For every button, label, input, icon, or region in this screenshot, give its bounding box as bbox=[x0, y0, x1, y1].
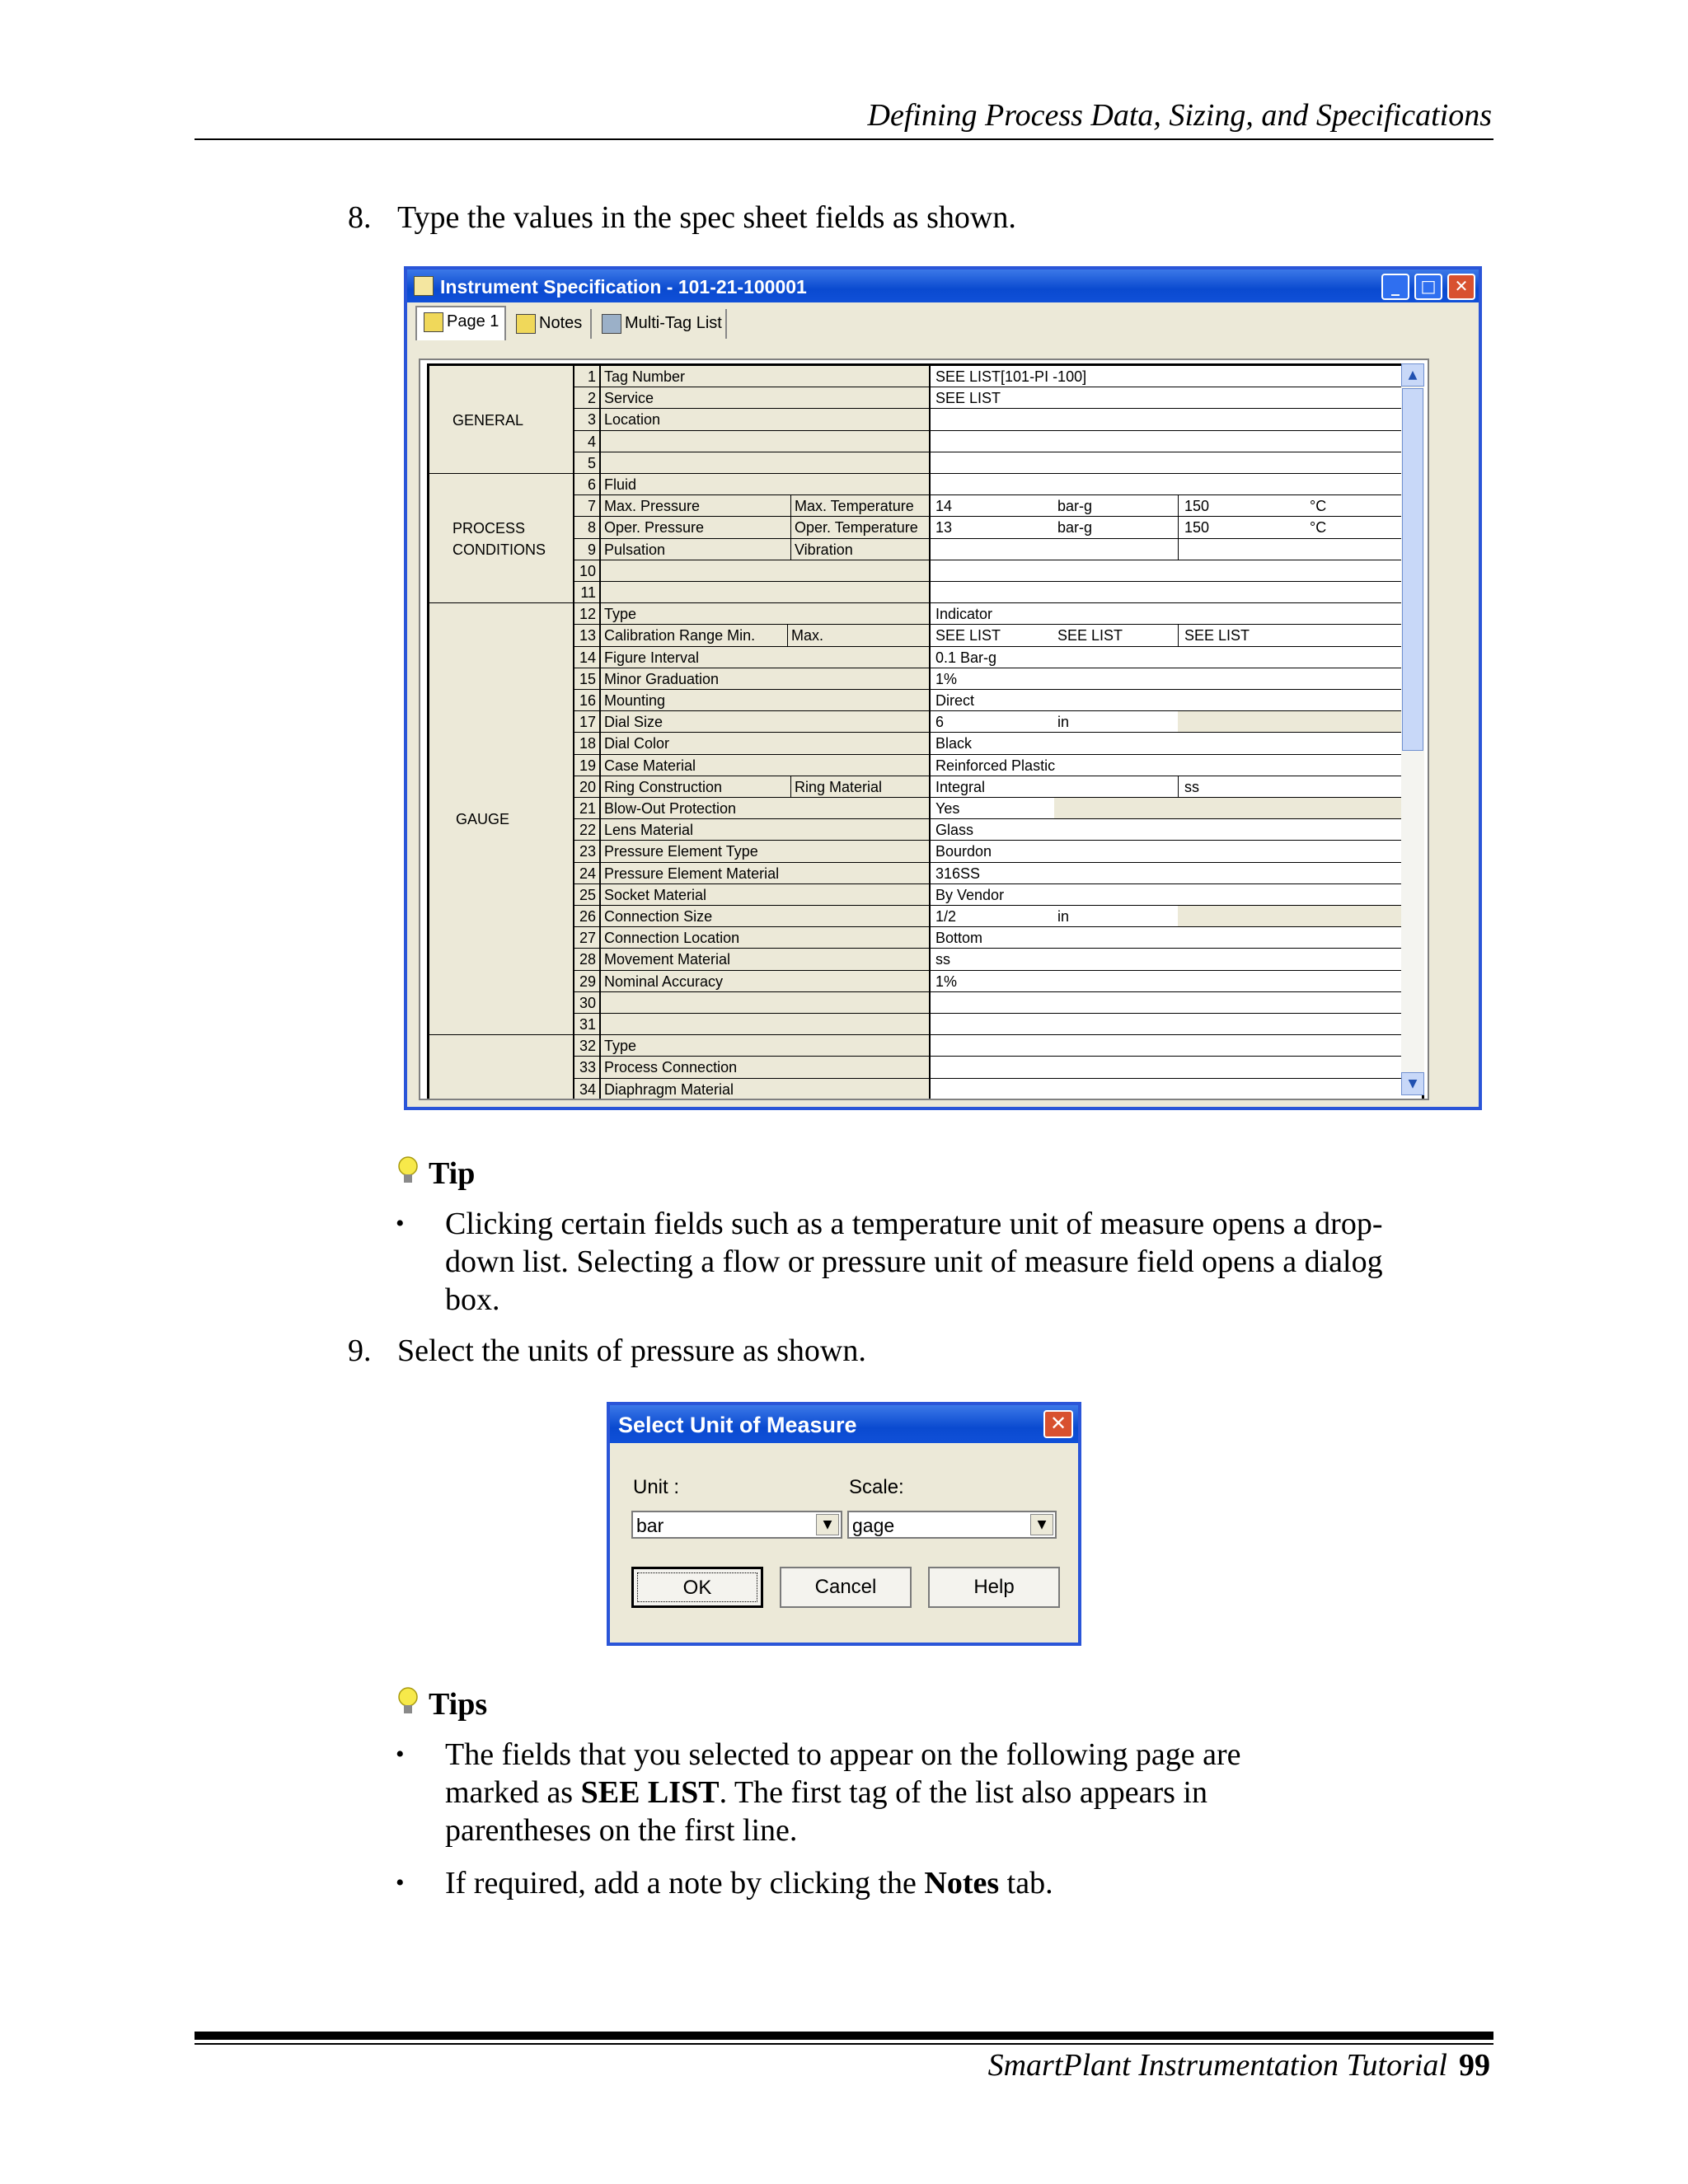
value-field[interactable] bbox=[931, 776, 1422, 797]
spec-sheet-grid bbox=[427, 363, 1424, 1100]
spec-row bbox=[574, 452, 1422, 474]
value-text: °C bbox=[1310, 498, 1327, 515]
spec-row bbox=[574, 927, 1422, 949]
row-label-text: Service bbox=[604, 390, 654, 407]
value-field[interactable] bbox=[931, 474, 1422, 494]
spec-row bbox=[574, 690, 1422, 711]
row-number: 3 bbox=[574, 409, 601, 429]
spec-row bbox=[574, 495, 1422, 517]
spec-row bbox=[574, 819, 1422, 841]
row-label-text: Connection Location bbox=[604, 930, 740, 947]
row-label bbox=[601, 819, 931, 840]
value-field[interactable] bbox=[931, 711, 1422, 732]
tab-multi-tag-list[interactable] bbox=[595, 309, 727, 339]
value-text: 1% bbox=[935, 972, 958, 990]
value-field[interactable] bbox=[931, 841, 1422, 861]
row-number: 6 bbox=[574, 474, 601, 494]
section-label: GAUGE bbox=[456, 811, 510, 828]
value-field[interactable] bbox=[931, 582, 1422, 602]
spec-row bbox=[574, 625, 1422, 646]
close-button[interactable]: ✕ bbox=[1447, 274, 1475, 300]
row-number: 23 bbox=[574, 841, 601, 861]
spec-row bbox=[574, 560, 1422, 582]
row-number: 15 bbox=[574, 668, 601, 689]
value-field[interactable] bbox=[931, 755, 1422, 776]
value-text: in bbox=[1057, 908, 1070, 925]
text-part: If required, add a note by clicking the bbox=[445, 1866, 925, 1900]
spec-row bbox=[574, 992, 1422, 1014]
text-part: tab. bbox=[999, 1866, 1053, 1900]
value-field[interactable] bbox=[931, 495, 1422, 516]
row-label bbox=[601, 647, 931, 668]
spec-row bbox=[574, 863, 1422, 884]
value-text: Glass bbox=[935, 822, 974, 839]
row-label-secondary: Max. Temperature bbox=[790, 495, 914, 516]
row-number: 12 bbox=[574, 603, 601, 624]
row-label bbox=[601, 906, 931, 926]
row-label-text: Movement Material bbox=[604, 951, 731, 968]
row-label bbox=[601, 1079, 931, 1099]
value-field[interactable] bbox=[931, 1079, 1422, 1099]
row-label-text: Pressure Element Material bbox=[604, 865, 780, 882]
cell-divider bbox=[1178, 776, 1179, 797]
scroll-thumb[interactable] bbox=[1402, 388, 1423, 751]
row-number: 2 bbox=[574, 387, 601, 408]
row-number: 22 bbox=[574, 819, 601, 840]
row-label bbox=[601, 690, 931, 710]
dropdown-arrow-icon[interactable]: ▼ bbox=[1030, 1514, 1053, 1535]
row-label-text: Diaphragm Material bbox=[604, 1080, 734, 1098]
row-label bbox=[601, 927, 931, 948]
value-text: 14 bbox=[935, 498, 953, 515]
page-footer bbox=[988, 2047, 1490, 2083]
value-text: bar-g bbox=[1057, 519, 1093, 537]
spec-row bbox=[574, 387, 1422, 409]
tab-notes[interactable] bbox=[509, 309, 592, 339]
value-field[interactable] bbox=[931, 625, 1422, 645]
value-field[interactable] bbox=[931, 668, 1422, 689]
value-text: By Vendor bbox=[935, 886, 1005, 903]
unit-label: Unit : bbox=[633, 1476, 680, 1498]
value-text: 150 bbox=[1184, 519, 1210, 537]
row-label bbox=[601, 517, 931, 537]
tab-page-1[interactable] bbox=[415, 306, 506, 340]
window-titlebar[interactable] bbox=[407, 269, 1479, 302]
value-text: in bbox=[1057, 714, 1070, 731]
lightbulb-icon bbox=[396, 1155, 420, 1188]
unit-select[interactable] bbox=[631, 1511, 842, 1539]
value-field[interactable] bbox=[931, 863, 1422, 883]
row-number: 16 bbox=[574, 690, 601, 710]
row-label-text: Dial Color bbox=[604, 735, 670, 752]
value-field[interactable] bbox=[931, 517, 1422, 537]
row-label bbox=[601, 560, 931, 581]
select-unit-dialog bbox=[607, 1402, 1081, 1646]
row-number: 7 bbox=[574, 495, 601, 516]
value-field[interactable] bbox=[931, 603, 1422, 624]
footer-title: SmartPlant Instrumentation Tutorial bbox=[987, 2048, 1447, 2083]
row-label bbox=[601, 776, 931, 797]
value-text: 1% bbox=[935, 670, 958, 687]
row-number: 13 bbox=[574, 625, 601, 645]
spec-row bbox=[574, 1079, 1422, 1100]
window-title: Instrument Specification - 101-21-100001 bbox=[440, 276, 807, 298]
tips-text-2 bbox=[445, 1864, 1393, 1902]
value-field[interactable] bbox=[931, 647, 1422, 668]
value-text: 150 bbox=[1184, 498, 1210, 515]
row-label bbox=[601, 387, 931, 408]
row-label-text: Mounting bbox=[604, 692, 666, 709]
page-number: 99 bbox=[1459, 2048, 1490, 2083]
step-number: 8. bbox=[348, 200, 372, 235]
dropdown-arrow-icon[interactable]: ▼ bbox=[816, 1514, 839, 1535]
value-text: SEE LIST bbox=[935, 390, 1001, 407]
spec-sheet-icon bbox=[414, 276, 434, 296]
value-text: Direct bbox=[935, 692, 975, 709]
row-label-text: Minor Graduation bbox=[604, 670, 720, 687]
scale-label: Scale: bbox=[849, 1476, 904, 1498]
row-number: 26 bbox=[574, 906, 601, 926]
row-label bbox=[601, 755, 931, 776]
value-text: Indicator bbox=[935, 606, 993, 623]
row-label bbox=[601, 603, 931, 624]
scale-select[interactable] bbox=[847, 1511, 1057, 1539]
row-label-text: Type bbox=[604, 606, 637, 623]
vertical-scrollbar[interactable] bbox=[1401, 363, 1424, 1095]
section-label: PROCESS CONDITIONS bbox=[452, 519, 546, 558]
cell-divider bbox=[1178, 625, 1179, 645]
cell-divider bbox=[1178, 539, 1179, 560]
value-field[interactable] bbox=[931, 539, 1422, 560]
row-number: 24 bbox=[574, 863, 601, 883]
tips-text-1 bbox=[445, 1736, 1335, 1849]
cancel-button[interactable]: Cancel bbox=[780, 1567, 912, 1608]
value-field[interactable] bbox=[931, 1035, 1422, 1056]
instrument-specification-window bbox=[404, 266, 1482, 1110]
value-text: 6 bbox=[935, 714, 945, 731]
row-number: 9 bbox=[574, 539, 601, 560]
value-text: 0.1 Bar-g bbox=[935, 649, 997, 666]
bullet-icon: • bbox=[396, 1869, 405, 1896]
tips-heading: Tips bbox=[429, 1687, 488, 1722]
row-number: 33 bbox=[574, 1057, 601, 1077]
spec-row bbox=[574, 517, 1422, 538]
row-label bbox=[601, 711, 931, 732]
page-header-title: Defining Process Data, Sizing, and Specifications bbox=[867, 98, 1492, 133]
value-field[interactable] bbox=[931, 409, 1422, 429]
value-field[interactable] bbox=[931, 690, 1422, 710]
row-label bbox=[601, 474, 931, 494]
row-label-text: Tag Number bbox=[604, 368, 686, 385]
bullet-icon: • bbox=[396, 1210, 405, 1237]
lightbulb-icon bbox=[396, 1686, 420, 1719]
spec-row bbox=[574, 755, 1422, 776]
disabled-cell bbox=[1178, 711, 1422, 732]
spec-row bbox=[574, 733, 1422, 754]
value-text: Black bbox=[935, 735, 973, 752]
spec-row bbox=[574, 539, 1422, 560]
row-label bbox=[601, 431, 931, 452]
spec-row bbox=[574, 582, 1422, 603]
minimize-button[interactable]: _ bbox=[1381, 274, 1409, 300]
text-part: The fields that you selected to appear on the following page are marked as bbox=[445, 1737, 1241, 1810]
value-text: Integral bbox=[935, 778, 986, 795]
value-field[interactable] bbox=[931, 992, 1422, 1013]
row-number: 1 bbox=[574, 366, 601, 387]
row-label bbox=[601, 1057, 931, 1077]
row-label-text: Nominal Accuracy bbox=[604, 972, 724, 990]
disabled-cell bbox=[1178, 906, 1422, 926]
spec-row bbox=[574, 949, 1422, 970]
row-label-text: Socket Material bbox=[604, 886, 707, 903]
step-text: Type the values in the spec sheet fields as shown. bbox=[397, 200, 1016, 235]
section-4 bbox=[429, 1035, 574, 1100]
row-number: 10 bbox=[574, 560, 601, 581]
row-label bbox=[601, 798, 931, 818]
spec-row bbox=[574, 1014, 1422, 1035]
row-number: 32 bbox=[574, 1035, 601, 1056]
spec-row bbox=[574, 776, 1422, 798]
row-label bbox=[601, 949, 931, 969]
tab-label: Page 1 bbox=[447, 312, 499, 330]
spec-row bbox=[574, 1057, 1422, 1078]
row-label bbox=[601, 452, 931, 473]
row-label-text: Lens Material bbox=[604, 822, 694, 839]
row-number: 4 bbox=[574, 431, 601, 452]
value-field[interactable] bbox=[931, 949, 1422, 969]
dialog-titlebar[interactable] bbox=[610, 1405, 1078, 1443]
see-list-bold: SEE LIST bbox=[580, 1775, 720, 1810]
row-number: 31 bbox=[574, 1014, 601, 1034]
value-text: ss bbox=[935, 951, 950, 968]
scroll-down-icon[interactable]: ▼ bbox=[1401, 1072, 1424, 1095]
row-label bbox=[601, 409, 931, 429]
row-label-text: Pressure Element Type bbox=[604, 843, 758, 860]
section-label: GENERAL bbox=[452, 411, 524, 429]
row-number: 25 bbox=[574, 884, 601, 905]
row-label-text: Type bbox=[604, 1038, 637, 1055]
value-text: SEE LIST bbox=[1057, 627, 1123, 644]
row-label-text: Blow-Out Protection bbox=[604, 800, 737, 817]
row-label bbox=[601, 841, 931, 861]
row-number: 19 bbox=[574, 755, 601, 776]
row-label-text: Pulsation bbox=[604, 541, 666, 558]
close-icon[interactable]: ✕ bbox=[1043, 1410, 1073, 1438]
value-text: SEE LIST bbox=[935, 627, 1001, 644]
spec-row bbox=[574, 1035, 1422, 1057]
value-field[interactable] bbox=[931, 387, 1422, 408]
spec-row bbox=[574, 603, 1422, 625]
value-text: °C bbox=[1310, 519, 1327, 537]
tab-label: Multi-Tag List bbox=[625, 314, 722, 332]
value-field[interactable] bbox=[931, 431, 1422, 452]
spec-row bbox=[574, 906, 1422, 927]
row-number: 30 bbox=[574, 992, 601, 1013]
row-number: 28 bbox=[574, 949, 601, 969]
row-label-text: Location bbox=[604, 411, 661, 429]
row-number: 34 bbox=[574, 1079, 601, 1099]
value-field[interactable] bbox=[931, 971, 1422, 991]
spec-row bbox=[574, 668, 1422, 690]
row-label-secondary: Max. bbox=[787, 625, 823, 645]
tip-heading: Tip bbox=[429, 1156, 476, 1191]
cell-divider bbox=[1178, 517, 1179, 537]
row-label-text: Ring Construction bbox=[604, 778, 723, 795]
value-text: Bourdon bbox=[935, 843, 992, 860]
row-number: 11 bbox=[574, 582, 601, 602]
step-number: 9. bbox=[348, 1333, 372, 1368]
notes-bold: Notes bbox=[924, 1866, 1000, 1900]
row-number: 8 bbox=[574, 517, 601, 537]
spec-row bbox=[574, 971, 1422, 992]
spec-row bbox=[574, 431, 1422, 452]
row-label-text: Process Connection bbox=[604, 1059, 738, 1076]
row-label-text: Max. Pressure bbox=[604, 498, 701, 515]
row-number: 20 bbox=[574, 776, 601, 797]
value-field[interactable] bbox=[931, 884, 1422, 905]
row-label-secondary: Ring Material bbox=[790, 776, 882, 797]
row-label bbox=[601, 1014, 931, 1034]
row-number: 18 bbox=[574, 733, 601, 753]
tab-label: Notes bbox=[539, 314, 583, 332]
row-number: 14 bbox=[574, 647, 601, 668]
value-text: Reinforced Plastic bbox=[935, 757, 1056, 774]
value-text: 1/2 bbox=[935, 908, 957, 925]
row-label bbox=[601, 1035, 931, 1056]
spec-row bbox=[574, 409, 1422, 430]
row-label bbox=[601, 625, 931, 645]
value-field[interactable] bbox=[931, 452, 1422, 473]
disabled-cell bbox=[1054, 798, 1422, 818]
step-text: Select the units of pressure as shown. bbox=[397, 1333, 866, 1368]
bullet-icon: • bbox=[396, 1741, 405, 1768]
row-label bbox=[601, 884, 931, 905]
footer-rule-thin bbox=[195, 2043, 1493, 2045]
spec-row bbox=[574, 474, 1422, 495]
row-label-secondary: Vibration bbox=[790, 539, 853, 560]
tip-text: Clicking certain fields such as a temperature unit of measure opens a drop-down list. Selecting a flow or pressure unit of measure field opens a dialog box. bbox=[445, 1207, 1383, 1317]
help-button[interactable]: Help bbox=[928, 1567, 1060, 1608]
section-1 bbox=[429, 366, 574, 474]
value-field[interactable] bbox=[931, 819, 1422, 840]
multi-tag-icon bbox=[602, 314, 621, 334]
header-rule bbox=[195, 138, 1493, 140]
value-field[interactable] bbox=[931, 1057, 1422, 1077]
row-label-text: Calibration Range Min. bbox=[604, 627, 756, 644]
page-icon bbox=[424, 312, 443, 332]
row-label-text: Fluid bbox=[604, 476, 637, 493]
scale-value: gage bbox=[852, 1515, 895, 1536]
section-2 bbox=[429, 474, 574, 603]
section-3 bbox=[429, 603, 574, 1035]
spec-row bbox=[574, 647, 1422, 668]
spec-row bbox=[574, 711, 1422, 733]
value-text: bar-g bbox=[1057, 498, 1093, 515]
tab-bar bbox=[407, 306, 1479, 340]
value-text: Bottom bbox=[935, 930, 983, 947]
value-field[interactable] bbox=[931, 1014, 1422, 1034]
value-text: 13 bbox=[935, 519, 953, 537]
row-label bbox=[601, 971, 931, 991]
value-field[interactable] bbox=[931, 733, 1422, 753]
row-label-text: Figure Interval bbox=[604, 649, 700, 666]
row-label bbox=[601, 582, 931, 602]
cell-divider bbox=[1178, 495, 1179, 516]
value-field[interactable] bbox=[931, 927, 1422, 948]
row-label bbox=[601, 495, 931, 516]
row-label bbox=[601, 863, 931, 883]
value-text: ss bbox=[1184, 778, 1199, 795]
spec-row bbox=[574, 366, 1422, 387]
value-text: SEE LIST bbox=[1184, 627, 1250, 644]
spec-row bbox=[574, 841, 1422, 862]
row-label bbox=[601, 366, 931, 387]
notes-icon bbox=[516, 314, 536, 334]
row-label-text: Dial Size bbox=[604, 714, 663, 731]
row-label-text: Case Material bbox=[604, 757, 696, 774]
row-label-secondary: Oper. Temperature bbox=[790, 517, 918, 537]
row-label bbox=[601, 668, 931, 689]
value-text: Yes bbox=[935, 800, 960, 817]
value-field[interactable] bbox=[931, 366, 1422, 387]
dialog-title: Select Unit of Measure bbox=[618, 1413, 857, 1437]
footer-rule bbox=[195, 2032, 1493, 2040]
row-number: 29 bbox=[574, 971, 601, 991]
row-label-text: Connection Size bbox=[604, 908, 713, 925]
row-label-text: Oper. Pressure bbox=[604, 519, 705, 537]
row-number: 17 bbox=[574, 711, 601, 732]
row-label bbox=[601, 992, 931, 1013]
value-field[interactable] bbox=[931, 798, 1422, 818]
ok-button[interactable]: OK bbox=[631, 1567, 763, 1608]
row-number: 21 bbox=[574, 798, 601, 818]
unit-value: bar bbox=[636, 1515, 664, 1536]
row-number: 5 bbox=[574, 452, 601, 473]
scroll-up-icon[interactable]: ▲ bbox=[1401, 363, 1424, 387]
spec-row bbox=[574, 884, 1422, 906]
value-text: SEE LIST[101-PI -100] bbox=[935, 368, 1087, 385]
value-text: 316SS bbox=[935, 865, 981, 882]
value-field[interactable] bbox=[931, 906, 1422, 926]
spec-row bbox=[574, 798, 1422, 819]
row-number: 27 bbox=[574, 927, 601, 948]
spec-sheet bbox=[419, 359, 1429, 1100]
value-field[interactable] bbox=[931, 560, 1422, 581]
row-label bbox=[601, 733, 931, 753]
maximize-button[interactable]: □ bbox=[1414, 274, 1442, 300]
text-part: . The first tag of the list also appears in parentheses on the first line. bbox=[445, 1775, 1207, 1848]
row-label bbox=[601, 539, 931, 560]
